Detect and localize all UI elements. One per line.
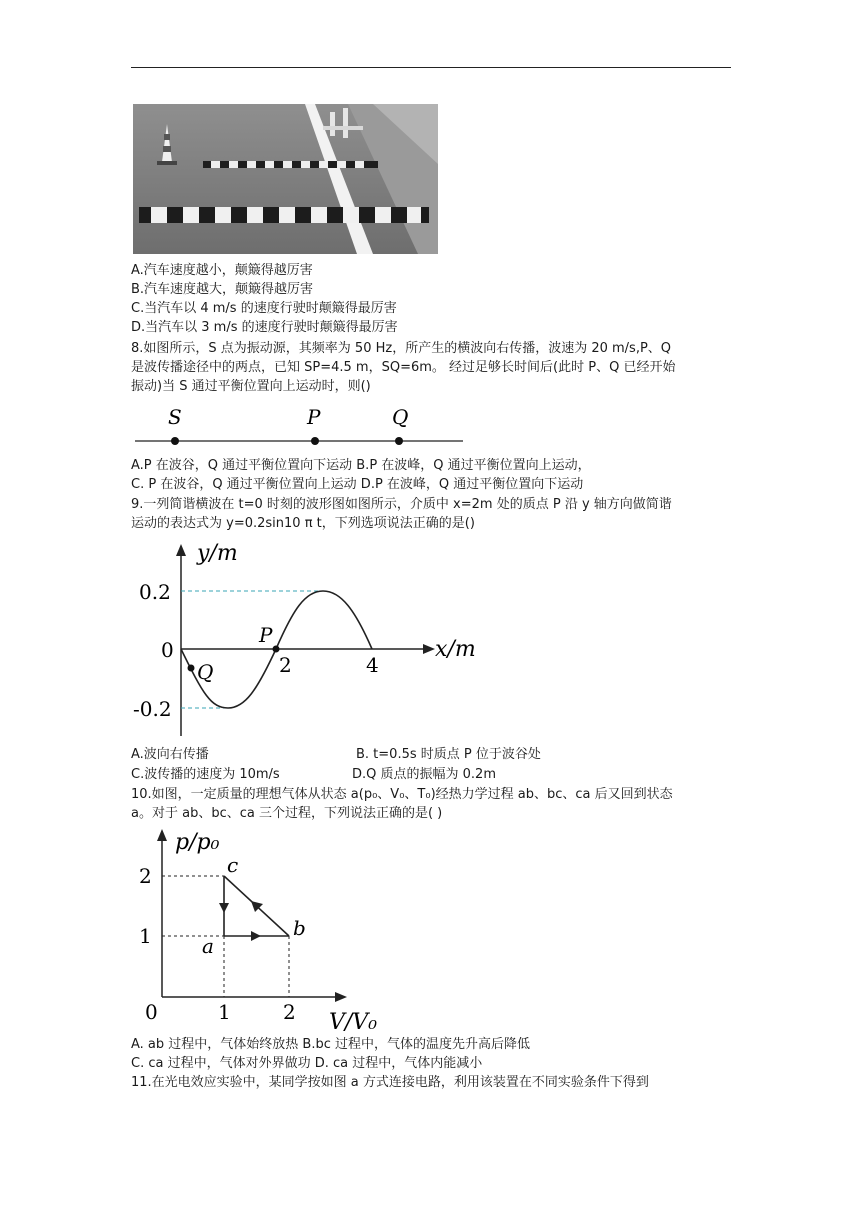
q10-x-axis-arrow [335,992,347,1002]
q8-stem-line-2: 是波传播途径中的两点，已知 SP=4.5 m，SQ=6m。 经过足够长时间后(此时 P、Q 已经开始 [131,360,676,375]
q9-tick-y-0.2: 0.2 [139,580,171,604]
q10-tick-y-1: 1 [139,924,152,948]
q10-tick-x-1: 1 [218,1000,231,1024]
q10-options-line-2: C. ca 过程中，气体对外界做功 D. ca 过程中，气体内能减小 [131,1056,483,1071]
q10-x-axis-label: V/V₀ [329,1010,378,1035]
q11-stem-line-1: 11.在光电效应实验中，某同学按如图 a 方式连接电路，利用该装置在不同实验条件下得到 [131,1075,649,1090]
q9-tick-y-0: 0 [161,638,174,662]
q9-tick-x-2: 2 [279,653,292,677]
q10-y-axis-label: p/p₀ [175,830,220,855]
q9-y-axis-arrow [176,544,186,556]
q9-wave-graph [131,538,491,743]
q9-option-b: B. t=0.5s 时质点 P 位于波谷处 [356,747,541,762]
q9-label-q: Q [197,660,214,684]
q10-tick-origin: 0 [145,1000,158,1024]
q8-label-q: Q [392,405,409,429]
q10-label-b: b [293,916,306,940]
q10-options-line-1: A. ab 过程中，气体始终放热 B.bc 过程中，气体的温度先升高后降低 [131,1037,530,1052]
road-speed-bump-photo [133,104,438,254]
q10-arrow-ab [251,931,261,941]
q8-point-q [395,437,403,445]
q9-x-axis-label: x/m [435,637,476,662]
q9-label-p: P [259,623,273,647]
q8-label-p: P [307,405,321,429]
q9-point-q [188,665,195,672]
q9-tick-y-neg-0.2: -0.2 [133,697,172,721]
q10-arrow-ca [219,903,229,913]
q8-stem-line-3: 振动)当 S 通过平衡位置向上运动时，则() [131,379,371,394]
q9-tick-x-4: 4 [366,653,379,677]
q10-stem-line-1: 10.如图，一定质量的理想气体从状态 a(p₀、V₀、T₀)经热力学过程 ab、bc、ca 后又回到状态 [131,787,673,802]
q10-stem-line-2: a。对于 ab、bc、ca 三个过程，下列说法正确的是( ) [131,806,443,821]
q9-option-c: C.波传播的速度为 10m/s [131,767,280,782]
q10-label-c: c [227,853,239,877]
q7-option-c: C.当汽车以 4 m/s 的速度行驶时颠簸得最厉害 [131,301,397,316]
q8-options-line-1: A.P 在波谷，Q 通过平衡位置向下运动 B.P 在波峰，Q 通过平衡位置向上运动， [131,458,591,473]
near-speed-bump [139,207,429,223]
q9-stem-line-2: 运动的表达式为 y=0.2sin10 π t，下列选项说法正确的是() [131,516,475,531]
q10-tick-x-2: 2 [283,1000,296,1024]
q8-point-s [171,437,179,445]
q8-point-p [311,437,319,445]
q8-options-line-2: C. P 在波谷，Q 通过平衡位置向上运动 D.P 在波峰，Q 通过平衡位置向下运动 [131,477,584,492]
q8-label-s: S [168,405,182,429]
header-rule [131,67,731,68]
q9-stem-line-1: 9.一列简谐横波在 t=0 时刻的波形图如图所示，介质中 x=2m 处的质点 P 沿 y 轴方向做简谐 [131,497,672,512]
q7-option-d: D.当汽车以 3 m/s 的速度行驶时颠簸得最厉害 [131,320,398,335]
q10-y-axis-arrow [157,829,167,841]
far-speed-bump [203,161,378,168]
q9-option-a: A.波向右传播 [131,747,209,762]
q10-label-a: a [202,934,214,958]
q7-option-a: A.汽车速度越小，颠簸得越厉害 [131,263,313,278]
q9-point-p [273,646,280,653]
q10-tick-y-2: 2 [139,864,152,888]
q8-stem-line-1: 8.如图所示，S 点为振动源，其频率为 50 Hz，所产生的横波向右传播，波速为 20 m/s,P、Q [131,341,672,356]
q9-y-axis-label: y/m [197,541,238,566]
q9-x-axis-arrow [423,644,435,654]
q10-pv-diagram [131,825,391,1035]
q8-wave-line-diagram [131,400,471,450]
q9-option-d: D.Q 质点的振幅为 0.2m [352,767,496,782]
q7-option-b: B.汽车速度越大，颠簸得越厉害 [131,282,314,297]
